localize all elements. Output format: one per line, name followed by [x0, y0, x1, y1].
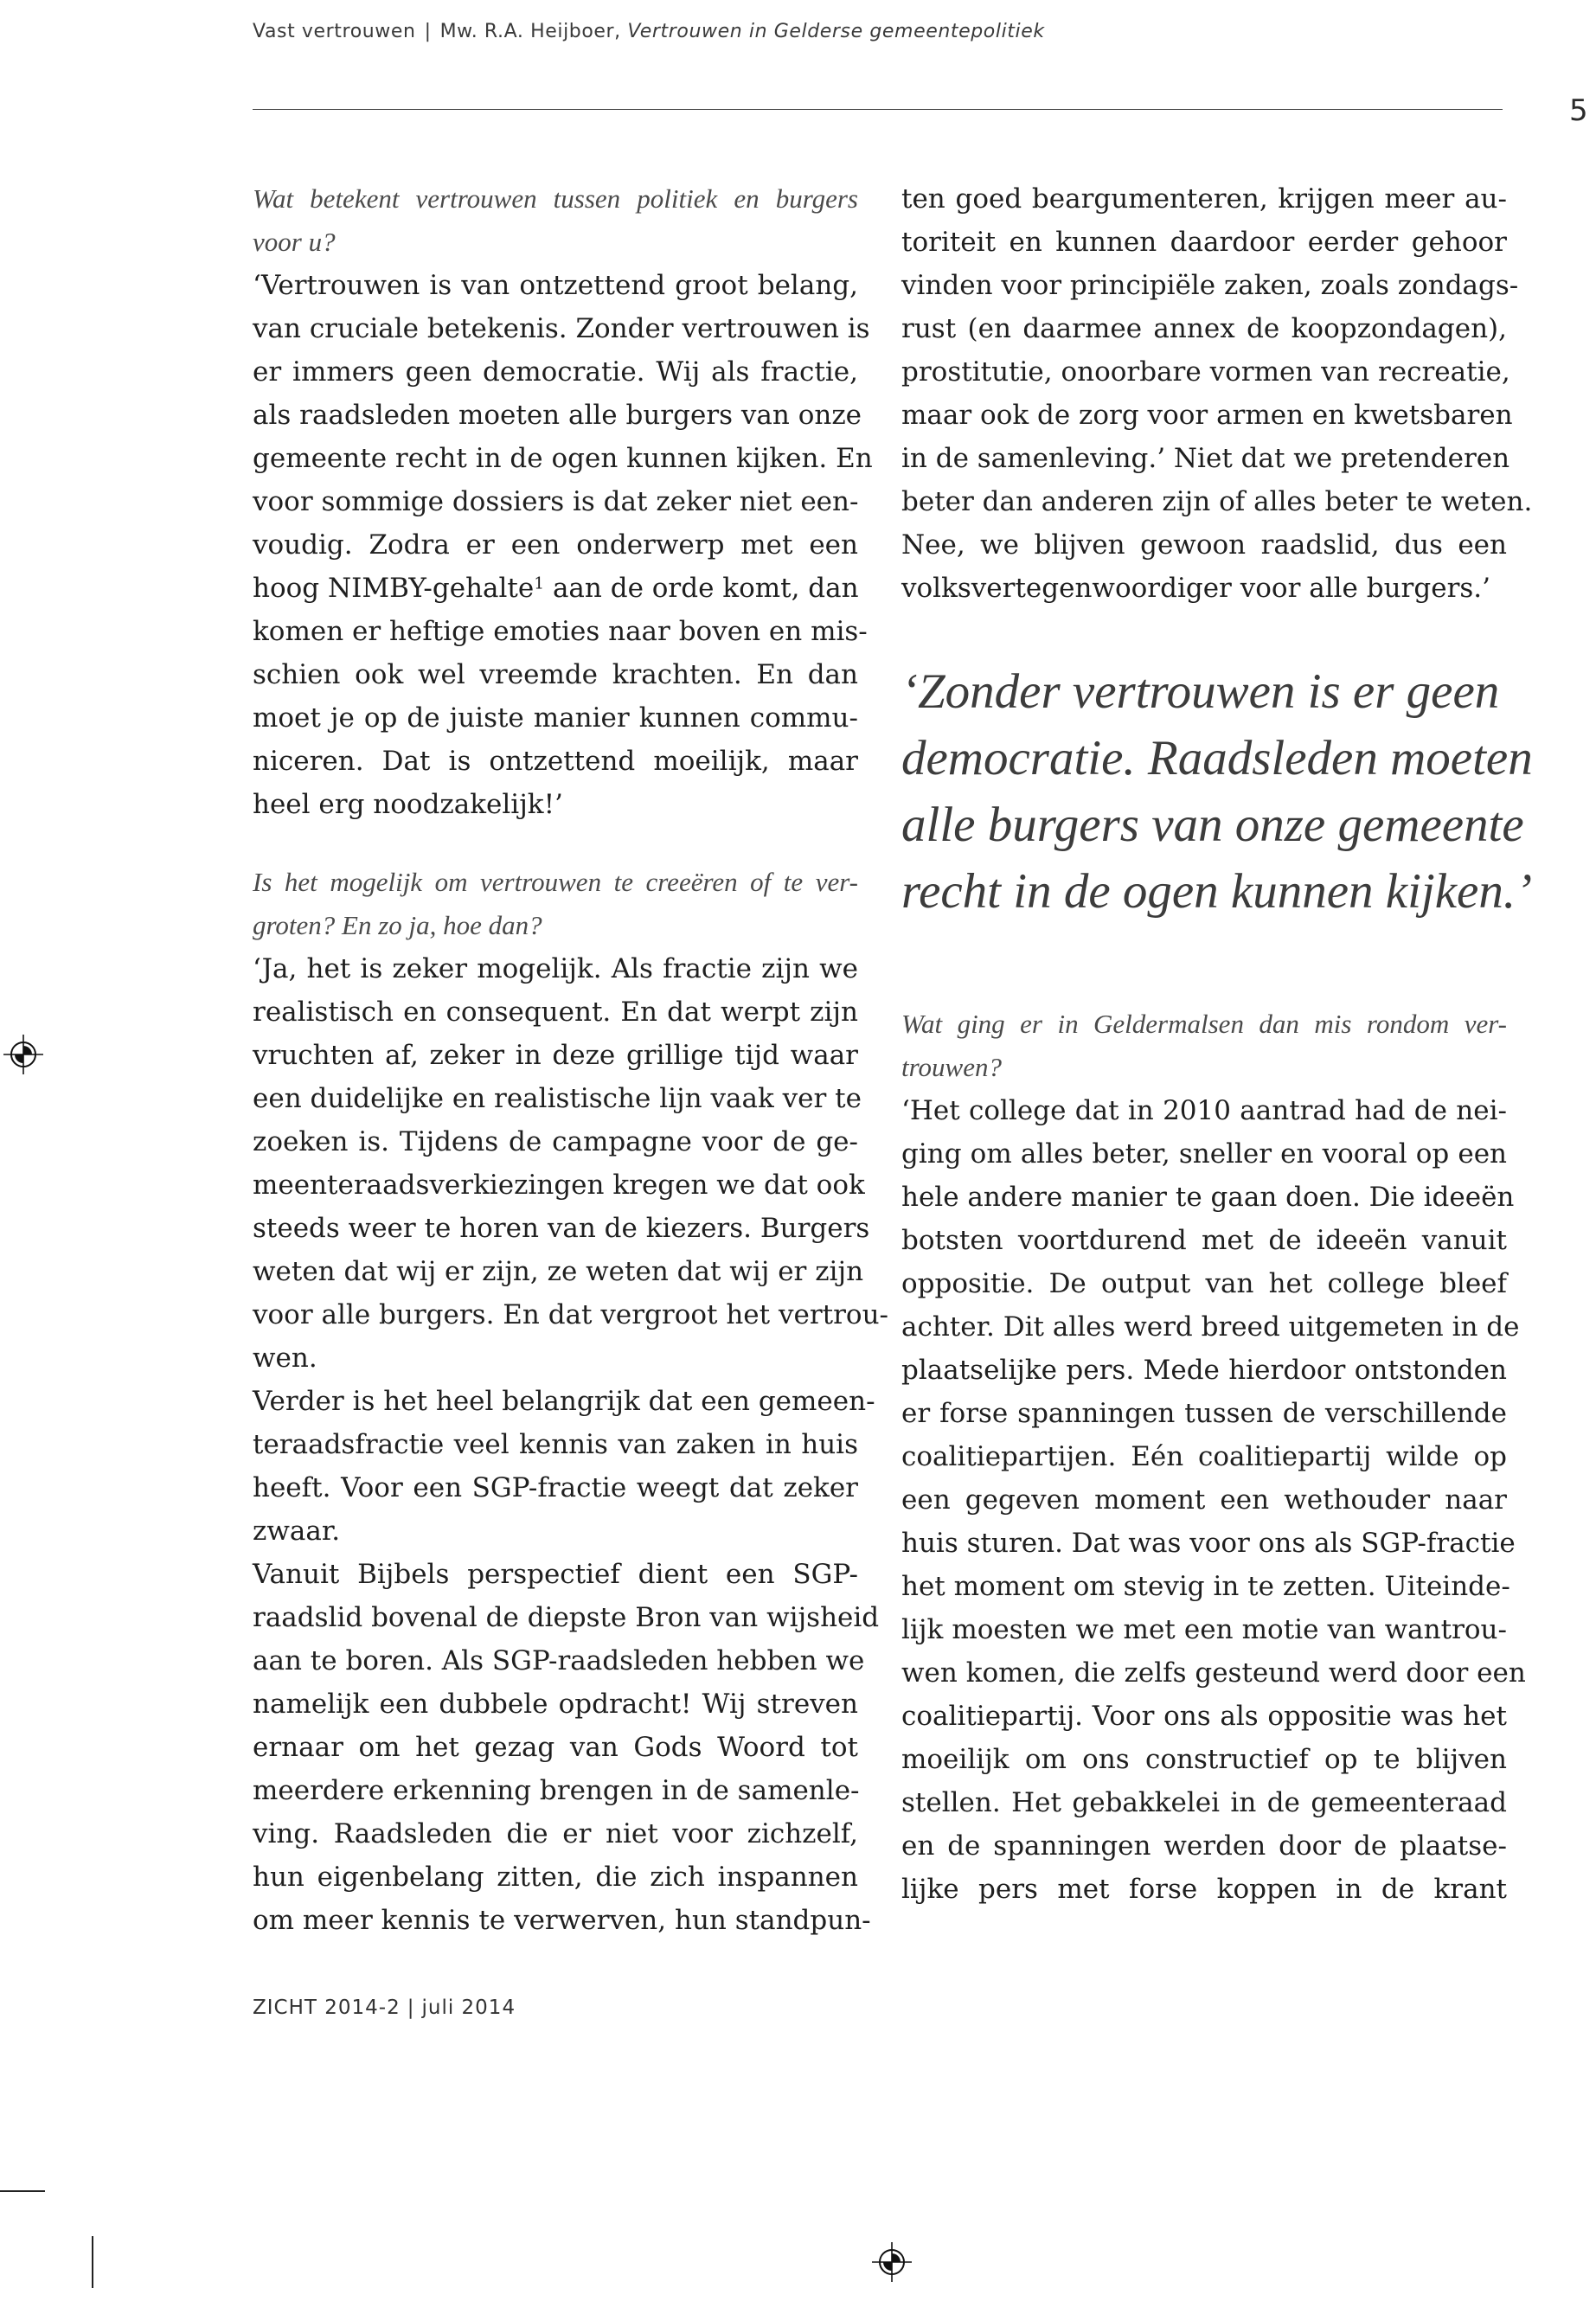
text-line: plaatselijke pers. Mede hierdoor ontstonden — [901, 1355, 1507, 1386]
text-line: gemeente recht in de ogen kunnen kijken. En — [253, 443, 873, 474]
text-line: ving. Raadsleden die er niet voor zichzelf, — [253, 1818, 858, 1849]
text-line: moet je op de juiste manier kunnen commu- — [253, 702, 858, 734]
text-line: huis sturen. Dat was voor ons als SGP-fractie — [901, 1528, 1516, 1559]
issue-label: ZICHT 2014-2 — [253, 1997, 401, 2019]
text-line: namelijk een dubbele opdracht! Wij streven — [253, 1689, 858, 1720]
answer-4-continued — [901, 177, 1533, 610]
question-1 — [253, 177, 858, 264]
crop-mark — [92, 2236, 93, 2288]
answer-3 — [253, 1380, 875, 1553]
footnote-ref[interactable]: 1 — [534, 574, 545, 593]
publication-name: Vast vertrouwen — [253, 21, 416, 42]
crop-mark — [0, 2190, 45, 2192]
text-line: realistisch en consequent. En dat werpt zijn — [253, 997, 858, 1028]
text-line: weten dat wij er zijn, ze weten dat wij er zijn — [253, 1256, 864, 1287]
text-fragment: aan de orde komt, dan — [552, 573, 859, 604]
text-line: steeds weer te horen van de kiezers. Burgers — [253, 1213, 870, 1244]
paragraph-gap — [901, 610, 1507, 658]
text-line: Nee, we blijven gewoon raadslid, dus een — [901, 529, 1507, 561]
text-line: en de spanningen werden door de plaatse- — [901, 1830, 1507, 1862]
text-line: wen. — [253, 1343, 317, 1374]
answer-1 — [253, 264, 873, 826]
text-line-with-footnote — [253, 567, 858, 610]
text-line: Wat ging er in Geldermalsen dan mis rondom ver- — [901, 1009, 1507, 1039]
text-line: voor alle burgers. En dat vergroot het vertrou- — [253, 1299, 889, 1330]
text-line: rust (en daarmee annex de koopzondagen), — [901, 313, 1507, 344]
text-line: botsten voortdurend met de ideeën vanuit — [901, 1225, 1507, 1256]
paragraph-gap — [253, 826, 858, 861]
pull-quote-line: ‘Zonder vertrouwen is er geen — [901, 664, 1500, 719]
text-line: in de samenleving.’ Niet dat we pretenderen — [901, 443, 1510, 474]
paragraph-gap — [901, 925, 1507, 1003]
text-line: om meer kennis te verwerven, hun standpun- — [253, 1905, 871, 1936]
text-line: prostitutie, onoorbare vormen van recreatie, — [901, 356, 1510, 388]
text-line: een gegeven moment een wethouder naar — [901, 1484, 1507, 1516]
text-line: aan te boren. Als SGP-raadsleden hebben we — [253, 1645, 865, 1676]
text-line: beter dan anderen zijn of alles beter te weten. — [901, 486, 1533, 517]
text-line: als raadsleden moeten alle burgers van onze — [253, 400, 862, 431]
text-line: vinden voor principiële zaken, zoals zondags- — [901, 270, 1519, 301]
registration-mark-icon — [3, 1035, 43, 1074]
text-line: oppositie. De output van het college bleef — [901, 1268, 1507, 1299]
running-header — [253, 21, 1507, 42]
text-line: zoeken is. Tijdens de campagne voor de ge- — [253, 1126, 858, 1157]
text-line: lijk moesten we met een motie van wantrou- — [901, 1614, 1507, 1645]
text-line: zwaar. — [253, 1516, 341, 1547]
text-line: ernaar om het gezag van Gods Woord tot — [253, 1732, 858, 1763]
text-line: ten goed beargumenteren, krijgen meer au- — [901, 183, 1507, 215]
text-line: vruchten af, zeker in deze grillige tijd waar — [253, 1040, 858, 1071]
text-line: voor sommige dossiers is dat zeker niet een- — [253, 486, 859, 517]
text-line: een duidelijke en realistische lijn vaak ver te — [253, 1083, 862, 1114]
text-line: hele andere manier te gaan doen. Die ideeën — [901, 1182, 1515, 1213]
text-line: stellen. Het gebakkelei in de gemeenteraad — [901, 1787, 1507, 1818]
left-column — [253, 177, 889, 1942]
text-line: moeilijk om ons constructief op te blijven — [901, 1744, 1507, 1775]
issue-date: juli 2014 — [421, 1997, 516, 2019]
text-line: voudig. Zodra er een onderwerp met een — [253, 529, 858, 561]
text-line: teraadsfractie veel kennis van zaken in huis — [253, 1429, 858, 1460]
page-number: 5 — [1569, 93, 1588, 128]
answer-4 — [253, 1553, 880, 1942]
text-line: hun eigenbelang zitten, die zich inspannen — [253, 1862, 858, 1893]
text-line: Vanuit Bijbels perspectief dient een SGP- — [253, 1559, 858, 1590]
text-line: Verder is het heel belangrijk dat een gemeen- — [253, 1386, 875, 1417]
header-separator: | — [424, 21, 432, 42]
text-line: er immers geen democratie. Wij als fractie, — [253, 356, 858, 388]
footer-separator: | — [407, 1997, 415, 2019]
text-line: ging om alles beter, sneller en vooral op een — [901, 1138, 1507, 1170]
text-line: wen komen, die zelfs gesteund werd door een — [901, 1657, 1526, 1689]
text-line: ‘Het college dat in 2010 aantrad had de nei- — [901, 1095, 1507, 1126]
text-line: groten? En zo ja, hoe dan? — [253, 910, 542, 940]
text-line: komen er heftige emoties naar boven en mis- — [253, 616, 868, 647]
text-line: coalitiepartij. Voor ons als oppositie was het — [901, 1701, 1507, 1732]
text-line: maar ook de zorg voor armen en kwetsbaren — [901, 400, 1513, 431]
pull-quote-line: alle burgers van onze gemeente — [901, 798, 1524, 852]
text-line: lijke pers met forse koppen in de krant — [901, 1874, 1507, 1905]
answer-2 — [253, 947, 889, 1380]
text-line: ‘Ja, het is zeker mogelijk. Als fractie zijn we — [253, 953, 858, 984]
pull-quote-line: recht in de ogen kunnen kijken.’ — [901, 864, 1533, 919]
text-line: meenteraadsverkiezingen kregen we dat ook — [253, 1170, 865, 1201]
text-line: ‘Vertrouwen is van ontzettend groot belang, — [253, 270, 858, 301]
text-line: raadslid bovenal de diepste Bron van wijsheid — [253, 1602, 880, 1633]
pull-quote-line: democratie. Raadsleden moeten — [901, 731, 1533, 785]
text-line: het moment om stevig in te zetten. Uiteinde- — [901, 1571, 1510, 1602]
author-name: Mw. R.A. Heijboer, — [439, 21, 621, 42]
question-2 — [253, 861, 858, 947]
text-line: schien ook wel vreemde krachten. En dan — [253, 659, 858, 690]
text-line: heel erg noodzakelijk!’ — [253, 789, 563, 820]
text-line: niceren. Dat is ontzettend moeilijk, maar — [253, 746, 858, 777]
text-line: van cruciale betekenis. Zonder vertrouwen is — [253, 313, 870, 344]
text-line: er forse spanningen tussen de verschillende — [901, 1398, 1507, 1429]
text-line: Wat betekent vertrouwen tussen politiek en burgers — [253, 183, 858, 214]
text-line: meerdere erkenning brengen in de samenle- — [253, 1775, 860, 1806]
text-line: volksvertegenwoordiger voor alle burgers.’ — [901, 573, 1491, 604]
text-line: Is het mogelijk om vertrouwen te creeëren of te ver- — [253, 867, 858, 897]
registration-mark-icon — [872, 2242, 912, 2282]
text-line: achter. Dit alles werd breed uitgemeten in de — [901, 1311, 1520, 1343]
text-line: heeft. Voor een SGP-fractie weegt dat zeker — [253, 1472, 858, 1503]
text-line: toriteit en kunnen daardoor eerder gehoor — [901, 227, 1507, 258]
header-rule — [253, 109, 1503, 110]
text-line: coalitiepartijen. Eén coalitiepartij wilde op — [901, 1441, 1507, 1472]
article-title: Vertrouwen in Gelderse gemeentepolitiek — [627, 21, 1045, 42]
text-line: voor u? — [253, 227, 336, 257]
text-line: trouwen? — [901, 1052, 1002, 1082]
question-3 — [901, 1003, 1507, 1089]
answer-5 — [901, 1089, 1526, 1911]
text-fragment: hoog NIMBY-gehalte — [253, 573, 535, 604]
page-footer — [253, 1997, 516, 2019]
pull-quote — [901, 658, 1559, 925]
right-column — [901, 177, 1533, 1911]
